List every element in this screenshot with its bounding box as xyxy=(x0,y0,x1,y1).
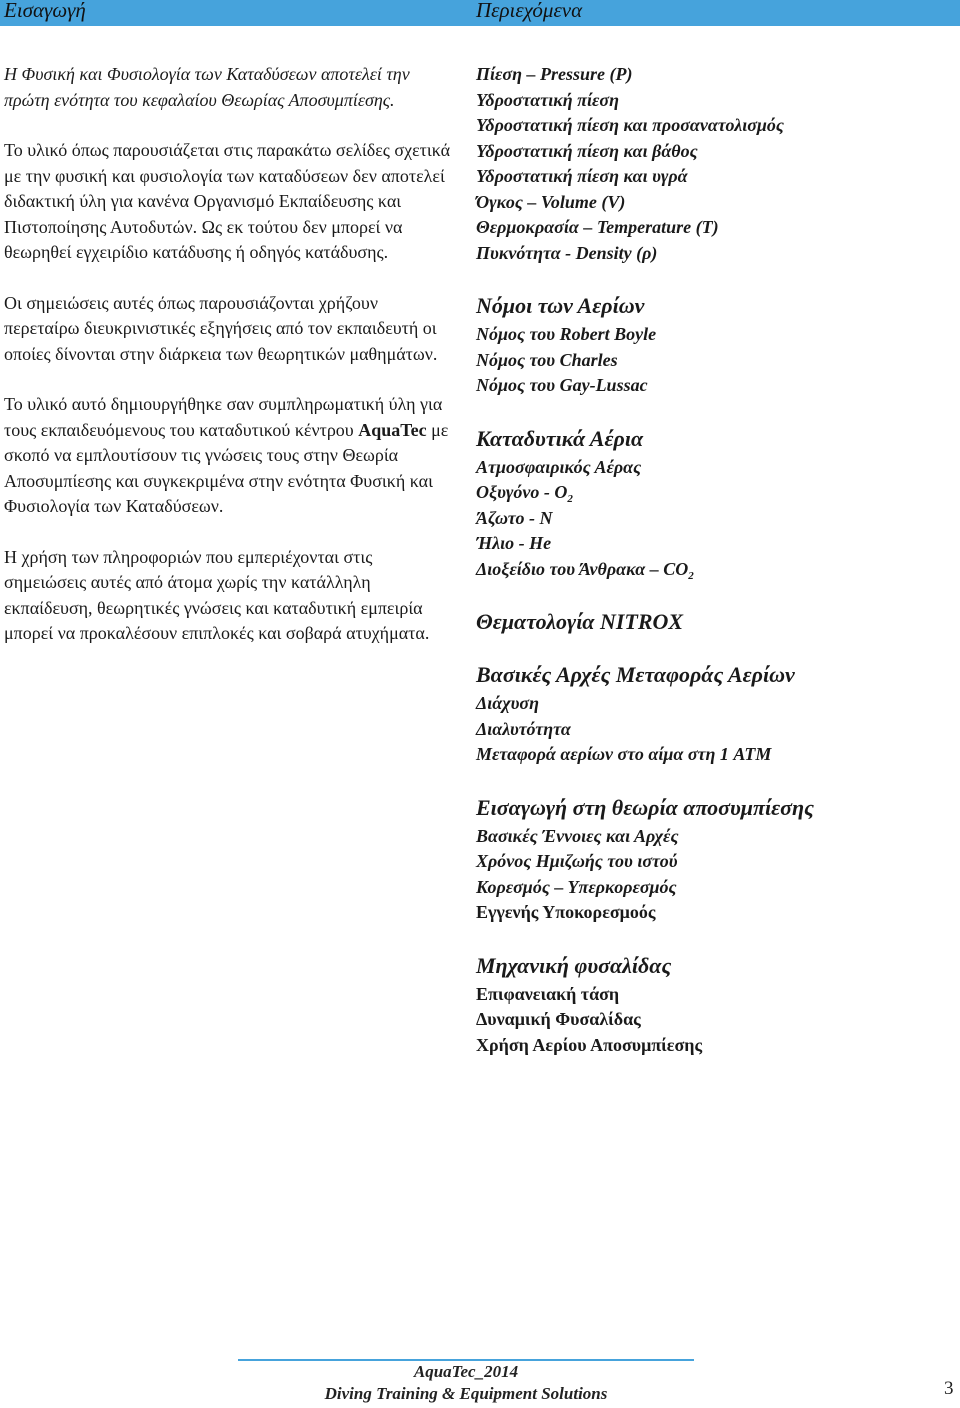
toc-section-laws xyxy=(476,292,946,399)
toc-item: Πίεση – Pressure (P) xyxy=(476,64,633,84)
toc-section-pressure xyxy=(476,62,946,266)
toc-item: Δυναμική Φυσαλίδας xyxy=(476,1009,641,1029)
toc-item: Υδροστατική πίεση xyxy=(476,89,619,110)
brand-name: AquaTec xyxy=(358,419,427,440)
toc-item: Πυκνότητα - Density (ρ) xyxy=(476,242,658,263)
toc-item xyxy=(476,480,946,506)
toc-item: Διάχυση xyxy=(476,693,540,713)
toc-section-title: Μηχανική φυσαλίδας xyxy=(476,952,672,978)
co2-subscript: 2 xyxy=(688,569,694,582)
toc-section-title: Βασικές Αρχές Μεταφοράς Αερίων xyxy=(476,662,795,687)
toc-section-gases xyxy=(476,425,946,583)
toc-item: Άζωτο - N xyxy=(476,507,553,528)
intro-paragraph-2: Το υλικό όπως παρουσιάζεται στις παρακάτω σελίδες σχετικά με την φυσική και φυσιολογία των καταδύσεων δεν αποτελεί διδακτική ύλη για κανένα Οργανισμό Εκπαίδευσης και Πιστοποίησης Αυτοδυτών. Ως εκ τούτου δεν μπορεί να θεωρηθεί εγχειρίδιο κατάδυσης ή οδηγός κατάδυσης. xyxy=(4,140,451,262)
toc-item: Ατμοσφαιρικός Αέρας xyxy=(476,456,642,477)
toc-item: Υδροστατική πίεση και βάθος xyxy=(476,140,698,161)
contents-heading: Περιεχόμενα xyxy=(476,0,583,22)
footer-tagline: Diving Training & Equipment Solutions xyxy=(324,1384,608,1403)
toc-item: Υδροστατική πίεση και υγρά xyxy=(476,166,688,186)
page-number: 3 xyxy=(944,1378,954,1399)
toc-item: Διαλυτότητα xyxy=(476,718,571,739)
oxygen-subscript: 2 xyxy=(567,493,573,505)
toc-section-title: Καταδυτικά Αέρια xyxy=(476,425,644,451)
intro-paragraph-3: Οι σημειώσεις αυτές όπως παρουσιάζονται χρήζουν περεταίρω διευκρινιστικές εξηγήσεις από τον εκπαιδευτή οι οποίες δίνονται στην διάρκεια των θεωρητικών μαθημάτων. xyxy=(4,292,438,364)
toc-item: Χρόνος Ημιζωής του ιστού xyxy=(476,851,678,871)
toc-item: Θερμοκρασία – Temperature (T) xyxy=(476,217,719,237)
toc-item: Εγγενής Υποκορεσμοός xyxy=(476,902,656,922)
co2-label: Διοξείδιο του Άνθρακα – CO xyxy=(476,558,689,579)
toc-item: Επιφανειακή τάση xyxy=(476,983,620,1004)
toc-section-nitrox xyxy=(476,608,946,635)
intro-heading: Εισαγωγή xyxy=(4,0,86,22)
toc-section-transfer xyxy=(476,661,946,768)
intro-paragraph-1: Η Φυσική και Φυσιολογία των Καταδύσεων αποτελεί την πρώτη ενότητα του κεφαλαίου Θεωρίας Αποσυμπίεσης. xyxy=(4,64,410,110)
toc-item: Ήλιο - He xyxy=(476,533,552,553)
intro-paragraph-4 xyxy=(4,392,452,520)
footer-rule xyxy=(238,1359,694,1361)
toc-item: Κορεσμός – Υπερκορεσμός xyxy=(476,876,677,897)
toc-item: Βασικές Έννοιες και Αρχές xyxy=(476,825,679,846)
toc-item: Νόμος του Robert Boyle xyxy=(476,324,657,344)
intro-paragraph-5: Η χρήση των πληροφοριών που εμπεριέχονται στις σημειώσεις αυτές από άτομα χωρίς την κατάλληλη εκπαίδευση, θεωρητικές γνώσεις και καταδυτική εμπειρία μπορεί να προκαλέσουν επιπλοκές και σοβαρά ατυχήματα. xyxy=(4,546,430,643)
intro-p4-before: Το υλικό αυτό δημιουργήθηκε σαν συμπληρωματική ύλη για τους εκπαιδευόμενους του καταδυτικού κέντρου xyxy=(4,394,443,440)
toc-item: Μεταφορά αερίων στο αίμα στη 1 ATM xyxy=(476,744,772,764)
toc-section-bubble xyxy=(476,952,946,1059)
toc-item: Όγκος – Volume (V) xyxy=(476,191,626,212)
intro-p4-after: με σκοπό να εμπλουτίσουν τις γνώσεις τους στην Θεωρία Αποσυμπίεσης και συγκεκριμένα στην ενότητα Φυσική και Φυσιολογία των Καταδύσεων. xyxy=(4,419,449,516)
header-bar xyxy=(0,0,960,26)
intro-column xyxy=(4,62,452,672)
toc-section-title: Θεματολογία NITROX xyxy=(476,609,684,634)
toc-section-title: Νόμοι των Αερίων xyxy=(476,293,645,318)
footer-brand: AquaTec_2014 xyxy=(413,1362,519,1381)
oxygen-label: Οξυγόνο - O xyxy=(476,482,568,502)
toc-item xyxy=(476,557,946,583)
toc-item: Υδροστατική πίεση και προσανατολισμός xyxy=(476,115,784,135)
toc-column xyxy=(476,62,946,1084)
toc-item: Νόμος του Charles xyxy=(476,349,618,370)
toc-section-decompression xyxy=(476,794,946,926)
toc-item: Νόμος του Gay-Lussac xyxy=(476,375,648,395)
toc-item: Χρήση Αερίου Αποσυμπίεσης xyxy=(476,1034,703,1055)
toc-section-title: Εισαγωγή στη θεωρία αποσυμπίεσης xyxy=(476,794,814,820)
